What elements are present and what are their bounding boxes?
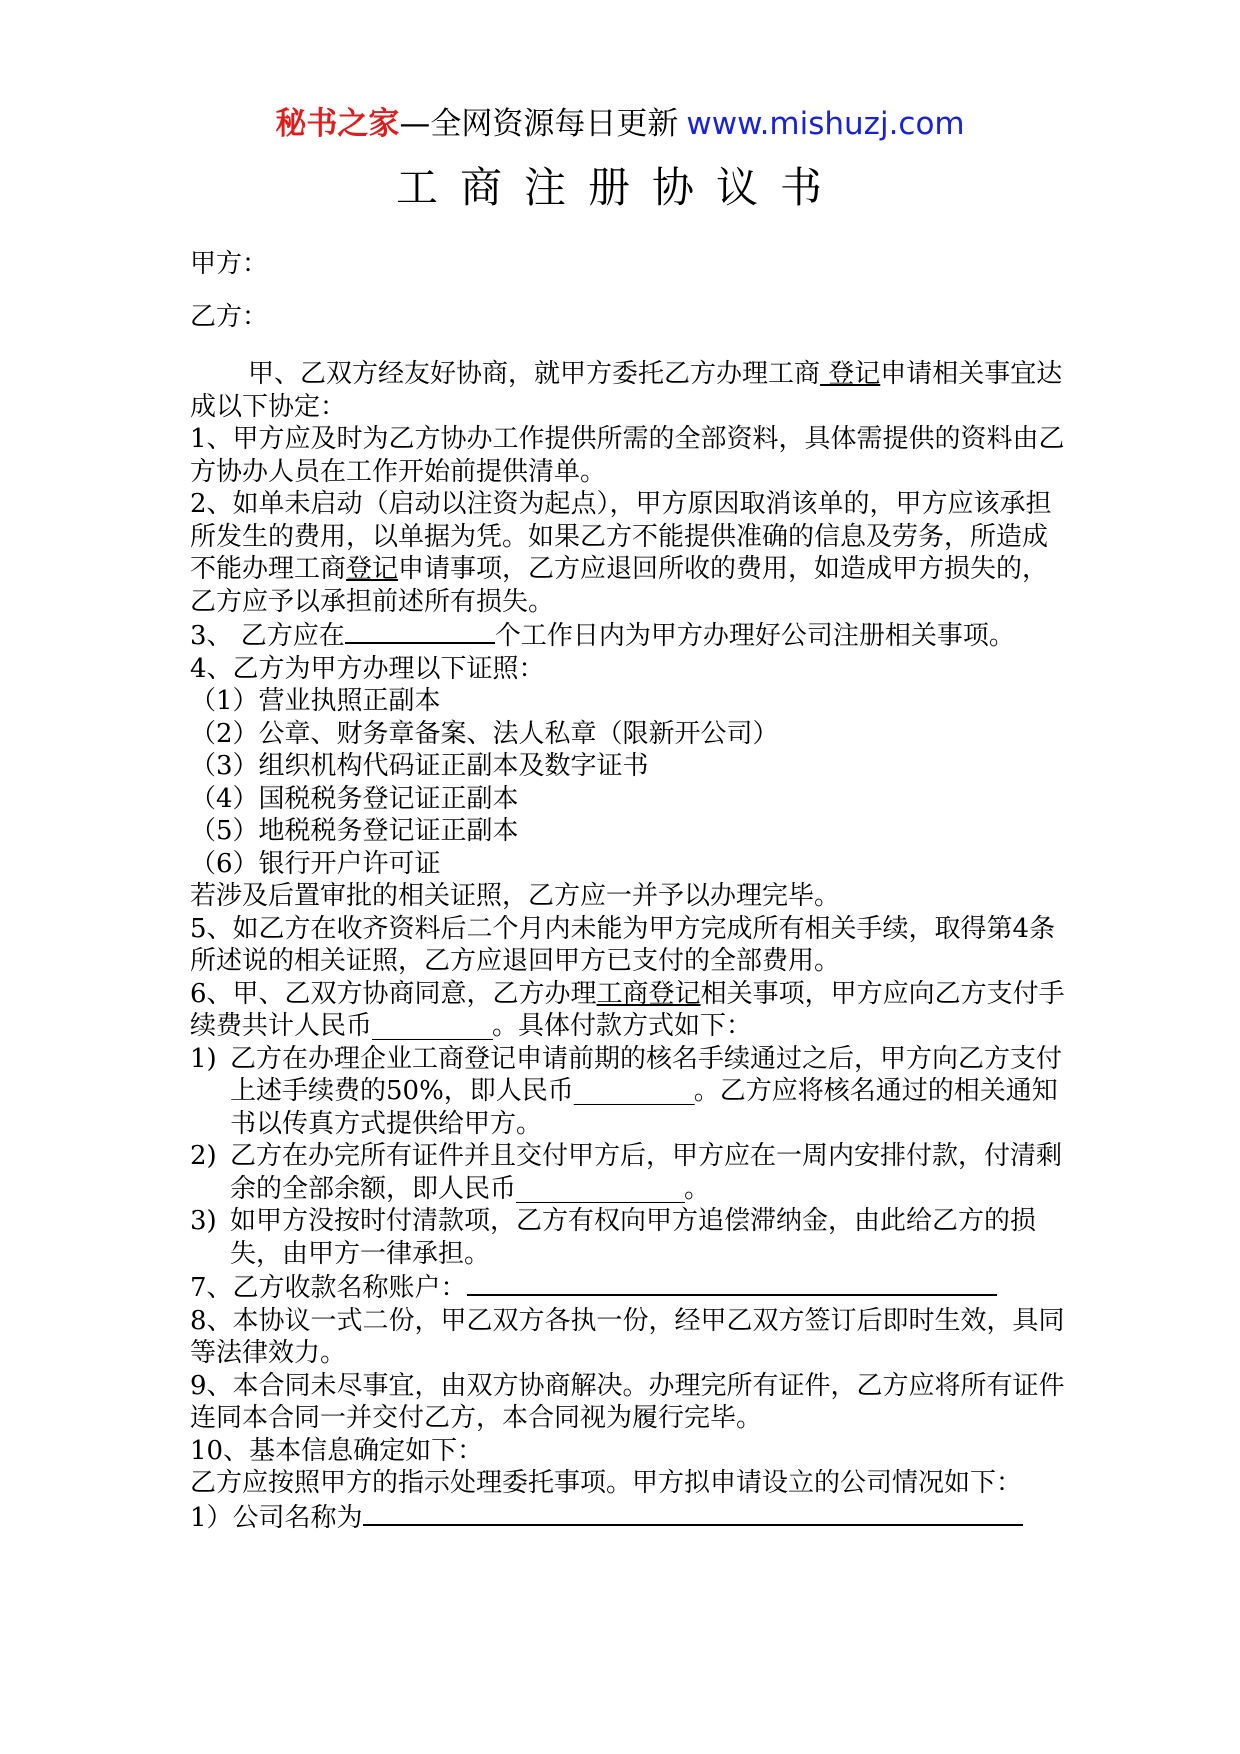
clause-3-text-end: 个工作日内为甲方办理好公司注册相关事项。 bbox=[494, 621, 1015, 651]
license-item: （4）国税税务登记证正副本 bbox=[190, 783, 519, 814]
clause-10-heading: 10、基本信息确定如下： bbox=[190, 1435, 484, 1466]
clause-4-heading: 4、乙方为甲方办理以下证照： bbox=[190, 653, 545, 684]
banner-slogan: —全网资源每日更新 bbox=[399, 106, 679, 142]
clause-6-text-end: 。具体付款方式如下： bbox=[492, 1011, 753, 1041]
party-b-label: 乙方： bbox=[190, 301, 269, 332]
company-name-label: 1）公司名称为 bbox=[190, 1502, 363, 1533]
payment-item-number: 2) bbox=[190, 1141, 217, 1171]
license-item: （3）组织机构代码证正副本及数字证书 bbox=[190, 751, 649, 781]
days-blank-line[interactable] bbox=[345, 618, 495, 644]
clause-2 bbox=[190, 488, 1070, 618]
clause-6-text: 6、甲、乙双方协商同意，乙方办理 bbox=[190, 978, 597, 1009]
license-item: （1）营业执照正副本 bbox=[190, 686, 441, 716]
intro-underlined-term: 登记 bbox=[820, 359, 881, 389]
document-body bbox=[190, 248, 1070, 1534]
clause-2-underlined-term: 登记 bbox=[346, 554, 399, 584]
clause-6-underlined-term: 工商登记 bbox=[596, 978, 701, 1009]
license-item: （6）银行开户许可证 bbox=[190, 848, 441, 879]
payment-item-number: 1) bbox=[190, 1043, 217, 1074]
site-url-link[interactable]: www.mishuzj.com bbox=[686, 106, 965, 142]
payment-blank[interactable]: ______________ bbox=[516, 1173, 685, 1204]
clause-10-text: 乙方应按照甲方的指示处理委托事项。甲方拟申请设立的公司情况如下： bbox=[190, 1468, 1023, 1498]
payment-item bbox=[190, 1140, 1070, 1205]
clause-8: 8、本协议一式二份，甲乙双方各执一份，经甲乙双方签订后即时生效，具同等法律效力。 bbox=[190, 1305, 1065, 1368]
fee-blank[interactable]: __________ bbox=[372, 1011, 493, 1041]
clause-7 bbox=[190, 1270, 1070, 1305]
clause-6 bbox=[190, 978, 1070, 1043]
payment-item-number: 3) bbox=[190, 1206, 217, 1236]
intro-text-end: 申请相关事宜达成以下协定： bbox=[190, 359, 1063, 422]
payment-item-text bbox=[230, 1205, 1070, 1270]
account-blank-line[interactable] bbox=[467, 1270, 997, 1296]
company-name-blank-line[interactable] bbox=[363, 1500, 1023, 1526]
clause-9: 9、本合同未尽事宜，由双方协商解决。办理完所有证件，乙方应将所有证件连同本合同一并交付乙方，本合同视为履行完毕。 bbox=[190, 1370, 1065, 1433]
payment-item-text-start: 乙方在办理企业工商登记申请前期的核名手续通过之后，甲方向乙方支付上述手续费的50%，即人民币 bbox=[230, 1043, 1063, 1106]
clause-3-text: 3、 乙方应在 bbox=[190, 621, 345, 651]
clause-2-text: 2、如单未启动（启动以注资为起点），甲方原因取消该单的，甲方应该承担所发生的费用，以单据为凭。如果乙方不能提供准确的信息及劳务，所造成不能办理工商 bbox=[190, 489, 1052, 584]
intro-paragraph bbox=[190, 358, 1070, 423]
company-name-line bbox=[190, 1500, 1070, 1535]
clause-4-note: 若涉及后置审批的相关证照，乙方应一并予以办理完毕。 bbox=[190, 881, 841, 911]
brand-name: 秘书之家 bbox=[275, 106, 400, 142]
clause-6-text-mid: 相关事项，甲方应向乙方支付手续费共计人民币 bbox=[190, 978, 1065, 1041]
clause-5: 5、如乙方在收齐资料后二个月内未能为甲方完成所有相关手续，取得第4条所述说的相关证照，乙方应退回甲方已支付的全部费用。 bbox=[190, 913, 1056, 976]
license-item: （2）公章、财务章备案、法人私章（限新开公司） bbox=[190, 718, 779, 749]
clause-7-text: 7、乙方收款名称账户： bbox=[190, 1273, 467, 1303]
payment-item-text-end: 。乙方应将核名通过的相关通知书以传真方式提供给甲方。 bbox=[230, 1076, 1058, 1139]
payment-item-text-start: 如甲方没按时付清款项，乙方有权向甲方追偿滞纳金，由此给乙方的损失，由甲方一律承担。 bbox=[230, 1206, 1037, 1269]
payment-blank[interactable]: __________ bbox=[573, 1076, 694, 1106]
payment-item-text-start: 乙方在办完所有证件并且交付甲方后，甲方应在一周内安排付款，付清剩余的全部余额，即人民币 bbox=[230, 1141, 1063, 1204]
license-item: （5）地税税务登记证正副本 bbox=[190, 816, 519, 846]
payment-item-text-end: 。 bbox=[684, 1173, 711, 1204]
payment-item-text bbox=[230, 1140, 1070, 1205]
payment-item bbox=[190, 1205, 1070, 1270]
party-a-label: 甲方： bbox=[190, 249, 269, 279]
payment-item bbox=[190, 1043, 1070, 1141]
payment-item-text bbox=[230, 1043, 1070, 1141]
clause-1: 1、甲方应及时为乙方协办工作提供所需的全部资料，具体需提供的资料由乙方协办人员在工作开始前提供清单。 bbox=[190, 424, 1065, 487]
site-banner bbox=[0, 102, 1240, 146]
intro-text: 甲、乙双方经友好协商，就甲方委托乙方办理工商 bbox=[248, 359, 821, 389]
clause-2-text-end: 申请事项，乙方应退回所收的费用，如造成甲方损失的，乙方应予以承担前述所有损失。 bbox=[190, 554, 1049, 617]
document-title: 工商注册协议书 bbox=[395, 163, 844, 212]
clause-3 bbox=[190, 618, 1070, 653]
